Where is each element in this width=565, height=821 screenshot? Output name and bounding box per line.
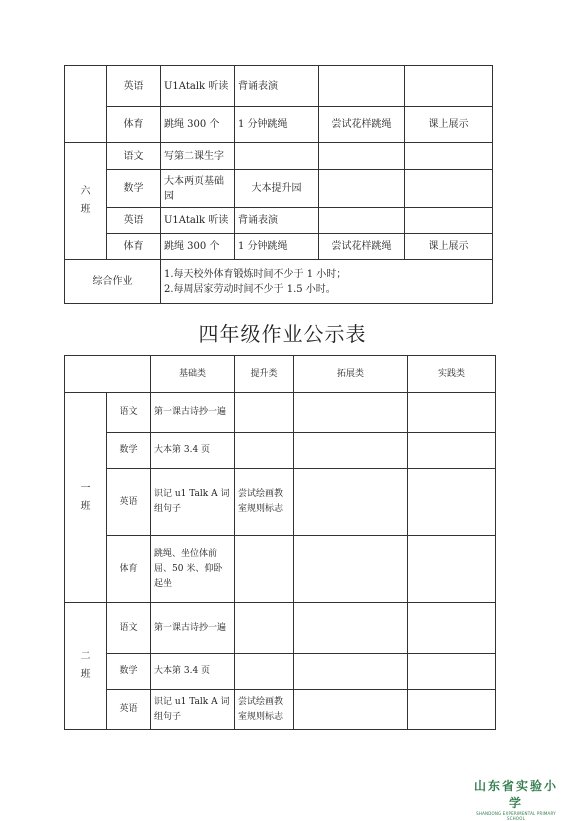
- practice-cell: [405, 208, 493, 234]
- comprehensive-line2: 2.每周居家劳动时间不少于 1.5 小时。: [164, 283, 336, 295]
- table-row: [65, 107, 493, 143]
- basic-cell: 识记 u1 Talk A 词组句子: [151, 469, 235, 536]
- table-row: [65, 433, 496, 469]
- class-name-line2: 班: [80, 500, 91, 512]
- homework-table-continued: [64, 65, 493, 304]
- school-logo: [470, 777, 562, 821]
- practice-cell: [405, 170, 493, 208]
- expand-cell: [294, 654, 408, 690]
- improve-cell: 大本提升园: [235, 170, 319, 208]
- improve-cell: [235, 603, 294, 654]
- class-name-cell: [65, 603, 107, 730]
- practice-cell: 课上展示: [405, 234, 493, 260]
- practice-cell: [408, 603, 496, 654]
- table-row: [65, 603, 496, 654]
- expand-cell: [294, 603, 408, 654]
- practice-cell: [408, 536, 496, 603]
- header-improve: 提升类: [235, 356, 294, 393]
- basic-cell: 大本两页基础园: [161, 170, 235, 208]
- improve-cell: [235, 393, 294, 433]
- basic-cell: 跳绳 300 个: [161, 234, 235, 260]
- class-name-line2: 班: [80, 669, 91, 680]
- improve-cell: 背诵表演: [235, 208, 319, 234]
- comprehensive-row: [65, 260, 493, 304]
- basic-cell: U1Atalk 听读: [161, 208, 235, 234]
- table-row: [65, 208, 493, 234]
- header-expand: 拓展类: [294, 356, 408, 393]
- subject-cell: 英语: [107, 469, 151, 536]
- table-row: [65, 234, 493, 260]
- class-name-line1: 二: [80, 651, 91, 662]
- basic-cell: 识记 u1 Talk A 词组句子: [151, 690, 235, 730]
- class-name-line1: 六: [80, 186, 91, 197]
- practice-cell: 课上展示: [405, 107, 493, 143]
- improve-cell: [235, 536, 294, 603]
- improve-cell: 1 分钟跳绳: [235, 234, 319, 260]
- basic-cell: 大本第 3.4 页: [151, 433, 235, 469]
- header-basic: 基础类: [151, 356, 235, 393]
- basic-cell: 跳绳 300 个: [161, 107, 235, 143]
- class-name-cell: [65, 393, 107, 603]
- expand-cell: [319, 170, 405, 208]
- table-row: [65, 536, 496, 603]
- practice-cell: [408, 690, 496, 730]
- expand-cell: 尝试花样跳绳: [319, 107, 405, 143]
- page-title: 四年级作业公示表: [198, 322, 367, 346]
- expand-cell: 尝试花样跳绳: [319, 234, 405, 260]
- comprehensive-line1: 1.每天校外体育锻炼时间不少于 1 小时；: [164, 268, 347, 280]
- subject-cell: 数学: [107, 433, 151, 469]
- class-cell-continued: [65, 66, 107, 143]
- table-row: [65, 469, 496, 536]
- expand-cell: [294, 469, 408, 536]
- grade4-homework-table: [64, 355, 496, 730]
- practice-cell: [408, 654, 496, 690]
- comprehensive-content: [161, 260, 493, 304]
- subject-cell: 语文: [107, 393, 151, 433]
- basic-cell: 大本第 3.4 页: [151, 654, 235, 690]
- subject-cell: 英语: [107, 208, 161, 234]
- table-row: [65, 690, 496, 730]
- subject-cell: 数学: [107, 170, 161, 208]
- improve-cell: 1 分钟跳绳: [235, 107, 319, 143]
- practice-cell: [408, 393, 496, 433]
- expand-cell: [294, 536, 408, 603]
- subject-cell: 语文: [107, 143, 161, 170]
- table-row: [65, 393, 496, 433]
- basic-cell: 第一课古诗抄一遍: [151, 603, 235, 654]
- basic-cell: 跳绳、坐位体前屈、50 米、仰卧起坐: [151, 536, 235, 603]
- expand-cell: [319, 208, 405, 234]
- subject-cell: 语文: [107, 603, 151, 654]
- header-blank: [65, 356, 151, 393]
- table-row: [65, 654, 496, 690]
- subject-cell: 英语: [107, 66, 161, 107]
- table-row: [65, 143, 493, 170]
- improve-cell: [235, 143, 319, 170]
- subject-cell: 体育: [107, 234, 161, 260]
- subject-cell: 数学: [107, 654, 151, 690]
- basic-cell: 写第二课生字: [161, 143, 235, 170]
- expand-cell: [319, 143, 405, 170]
- header-practice: 实践类: [408, 356, 496, 393]
- basic-cell: U1Atalk 听读: [161, 66, 235, 107]
- school-logo-chinese: 山东省实验小学: [473, 779, 558, 810]
- expand-cell: [294, 690, 408, 730]
- practice-cell: [408, 433, 496, 469]
- improve-cell: [235, 654, 294, 690]
- expand-cell: [294, 393, 408, 433]
- comprehensive-label: 综合作业: [65, 260, 161, 304]
- class-name-line1: 一: [80, 482, 91, 494]
- expand-cell: [294, 433, 408, 469]
- subject-cell: 体育: [107, 536, 151, 603]
- header-row: [65, 356, 496, 393]
- improve-cell: 尝试绘画教室规则标志: [235, 469, 294, 536]
- table-row: [65, 66, 493, 107]
- class-name-line2: 班: [80, 204, 91, 215]
- improve-cell: 尝试绘画教室规则标志: [235, 690, 294, 730]
- improve-cell: [235, 433, 294, 469]
- subject-cell: 体育: [107, 107, 161, 143]
- school-logo-english: SHANDONG EXPERIMENTAL PRIMARY SCHOOL: [476, 811, 556, 821]
- table-row: [65, 170, 493, 208]
- subject-cell: 英语: [107, 690, 151, 730]
- expand-cell: [319, 66, 405, 107]
- basic-cell: 第一课古诗抄一遍: [151, 393, 235, 433]
- practice-cell: [405, 143, 493, 170]
- improve-cell: 背诵表演: [235, 66, 319, 107]
- class-name-cell: [65, 143, 107, 260]
- practice-cell: [405, 66, 493, 107]
- practice-cell: [408, 469, 496, 536]
